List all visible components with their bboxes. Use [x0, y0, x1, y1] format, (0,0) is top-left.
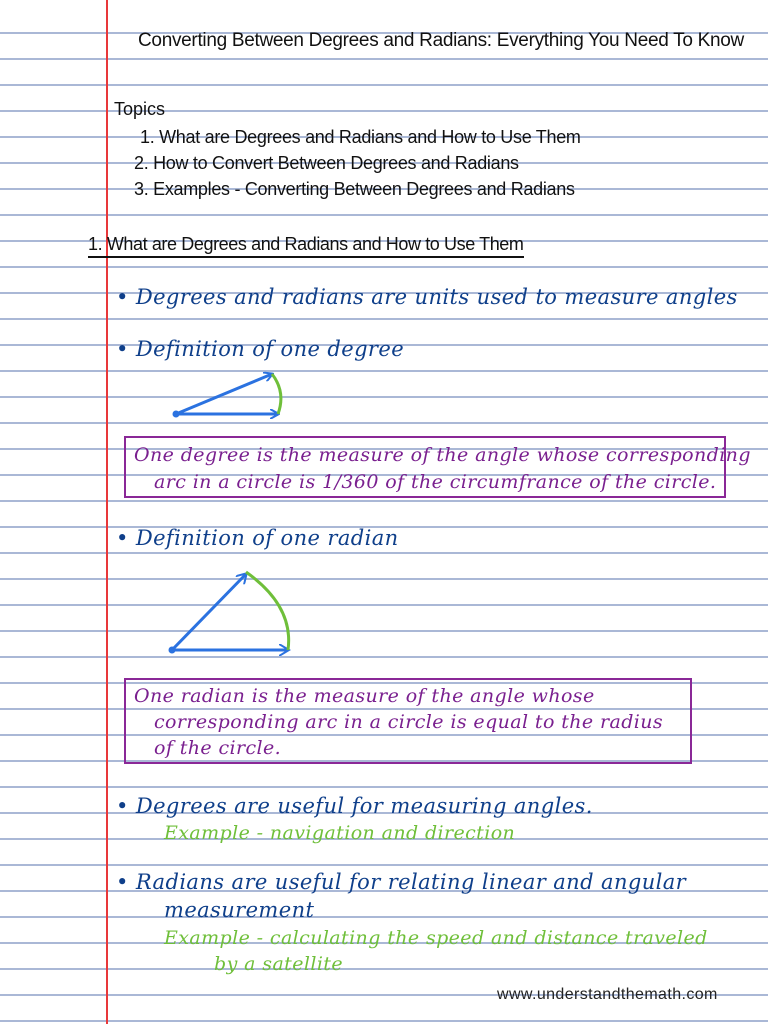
page-title: Converting Between Degrees and Radians: Everything You Need To Know [138, 30, 744, 51]
radian-arc [246, 572, 289, 650]
degrees-example: Example - navigation and direction [164, 822, 516, 844]
bullet-degree-definition: • Definition of one degree [116, 337, 405, 361]
topic-item: 2. How to Convert Between Degrees and Radians [134, 153, 519, 173]
degree-ray-upper [176, 374, 272, 414]
bullet-radian-definition: • Definition of one radian [116, 526, 399, 550]
radian-vertex [169, 647, 176, 654]
radian-ray-upper [172, 574, 246, 650]
radian-definition-box [124, 678, 692, 764]
degree-box-line: One degree is the measure of the angle whose corresponding [134, 444, 751, 466]
one-degree-angle-diagram [168, 364, 298, 424]
margin-line [106, 0, 108, 1024]
radians-example: Example - calculating the speed and distance traveled [164, 927, 708, 949]
bullet-degrees-useful: • Degrees are useful for measuring angles. [116, 794, 593, 818]
one-radian-angle-diagram [164, 566, 304, 666]
radians-example-continued: by a satellite [214, 953, 343, 975]
section-heading: 1. What are Degrees and Radians and How to Use Them [88, 234, 524, 258]
degree-box-line: arc in a circle is 1/360 of the circumfrance of the circle. [154, 471, 717, 493]
bullet-radians-useful: • Radians are useful for relating linear and angular [116, 870, 687, 894]
bullet-radians-useful-continued: measurement [164, 898, 315, 922]
radian-box-line: One radian is the measure of the angle whose [134, 685, 595, 707]
degree-arc [272, 374, 281, 414]
bullet-units: • Degrees and radians are units used to measure angles [116, 285, 738, 309]
website-url: www.understandthemath.com [497, 986, 718, 1003]
radian-box-line: of the circle. [154, 737, 282, 759]
radian-box-line: corresponding arc in a circle is equal to the radius [154, 711, 664, 733]
degree-vertex [173, 411, 180, 418]
topic-item: 3. Examples - Converting Between Degrees and Radians [134, 179, 575, 199]
topic-item: 1. What are Degrees and Radians and How to Use Them [140, 127, 581, 147]
topics-heading: Topics [114, 99, 166, 119]
degree-definition-box [124, 436, 751, 498]
